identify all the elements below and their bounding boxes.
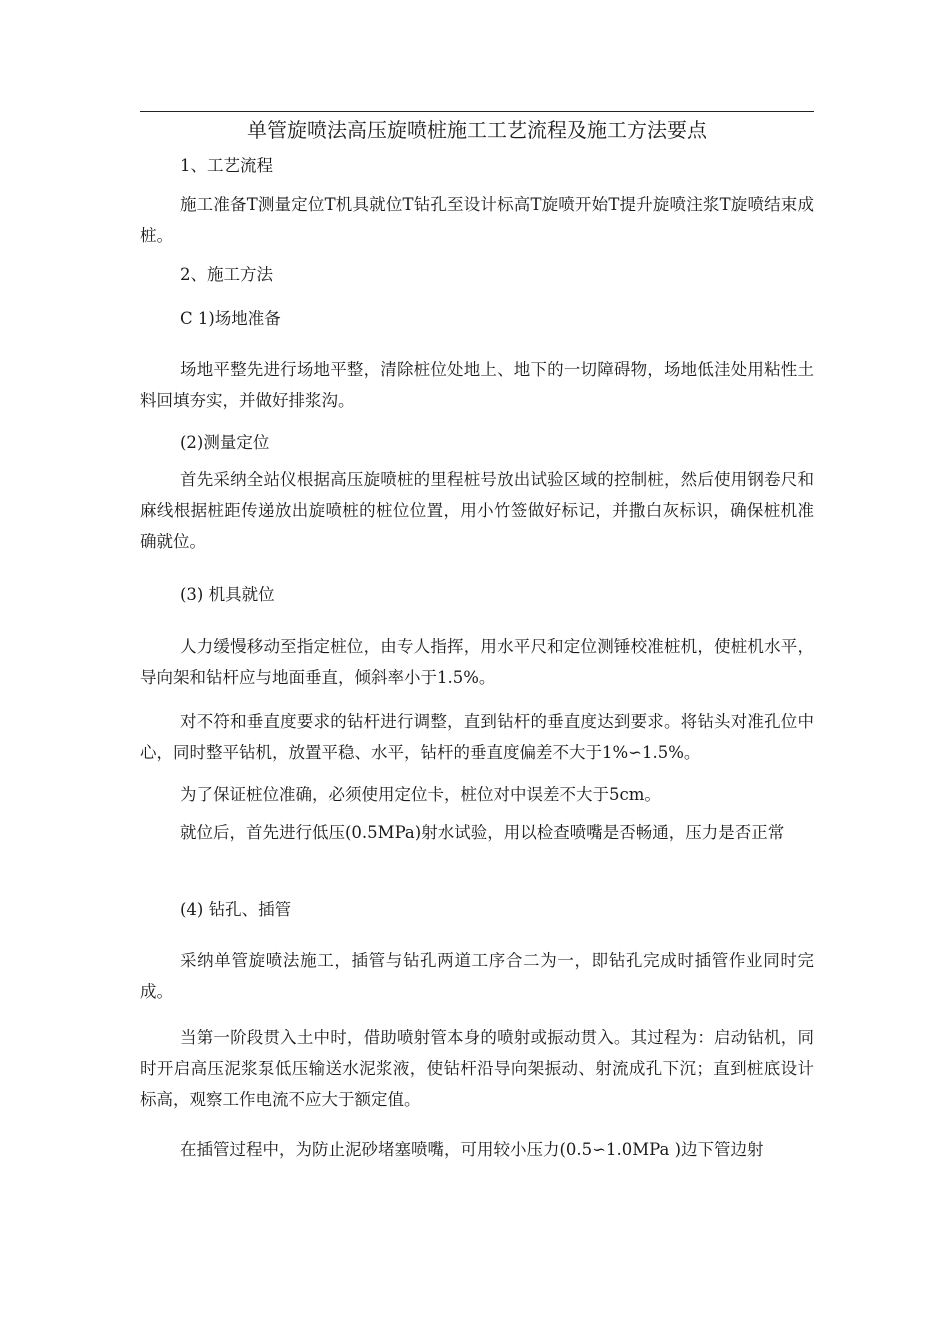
subheading-drilling: (4) 钻孔、插管	[180, 900, 292, 919]
subheading-site-prep: C 1)场地准备	[180, 309, 281, 328]
paragraph-site-prep: 场地平整先进行场地平整，清除桩位处地上、地下的一切障碍物，场地低洼处用粘性土料回填夯实，并做好排浆沟。	[140, 360, 814, 410]
section-heading-process: 1、工艺流程	[180, 156, 273, 175]
paragraph-equipment-2: 对不符和垂直度要求的钻杆进行调整，直到钻杆的垂直度达到要求。将钻头对准孔位中心，同时整平钻机，放置平稳、水平，钻杆的垂直度偏差不大于1%∽1.5%。	[140, 712, 814, 762]
paragraph-equipment-3: 为了保证桩位准确，必须使用定位卡，桩位对中误差不大于5cm。	[180, 785, 661, 804]
subheading-survey: (2)测量定位	[180, 433, 270, 452]
paragraph-drilling-2: 当第一阶段贯入土中时，借助喷射管本身的喷射或振动贯入。其过程为：启动钻机，同时开启高压泥浆泵低压输送水泥浆液，使钻杆沿导向架振动、射流成孔下沉；直到桩底设计标高，观察工作电流不应大于额定值。	[140, 1028, 814, 1109]
paragraph-equipment-4: 就位后，首先进行低压(0.5MPa)射水试验，用以检查喷嘴是否畅通，压力是否正常	[180, 823, 785, 842]
header-rule	[140, 111, 814, 112]
section-heading-method: 2、施工方法	[180, 265, 273, 284]
paragraph-survey: 首先采纳全站仪根据高压旋喷桩的里程桩号放出试验区域的控制桩，然后使用钢卷尺和麻线根据桩距传递放出旋喷桩的桩位位置，用小竹签做好标记，并撒白灰标识，确保桩机准确就位。	[140, 470, 814, 551]
subheading-equipment: (3) 机具就位	[180, 585, 275, 604]
paragraph-equipment-1: 人力缓慢移动至指定桩位，由专人指挥，用水平尺和定位测锤校准桩机，使桩机水平，导向架和钻杆应与地面垂直，倾斜率小于1.5%。	[140, 637, 814, 687]
paragraph-drilling-3: 在插管过程中，为防止泥砂堵塞喷嘴，可用较小压力(0.5∽1.0MPa )边下管边射	[180, 1140, 764, 1159]
paragraph-process-flow: 施工准备T测量定位T机具就位T钻孔至设计标高T旋喷开始T提升旋喷注浆T旋喷结束成桩。	[140, 195, 814, 245]
document-title: 单管旋喷法高压旋喷桩施工工艺流程及施工方法要点	[247, 118, 707, 142]
paragraph-drilling-1: 采纳单管旋喷法施工，插管与钻孔两道工序合二为一，即钻孔完成时插管作业同时完成。	[140, 951, 814, 1001]
